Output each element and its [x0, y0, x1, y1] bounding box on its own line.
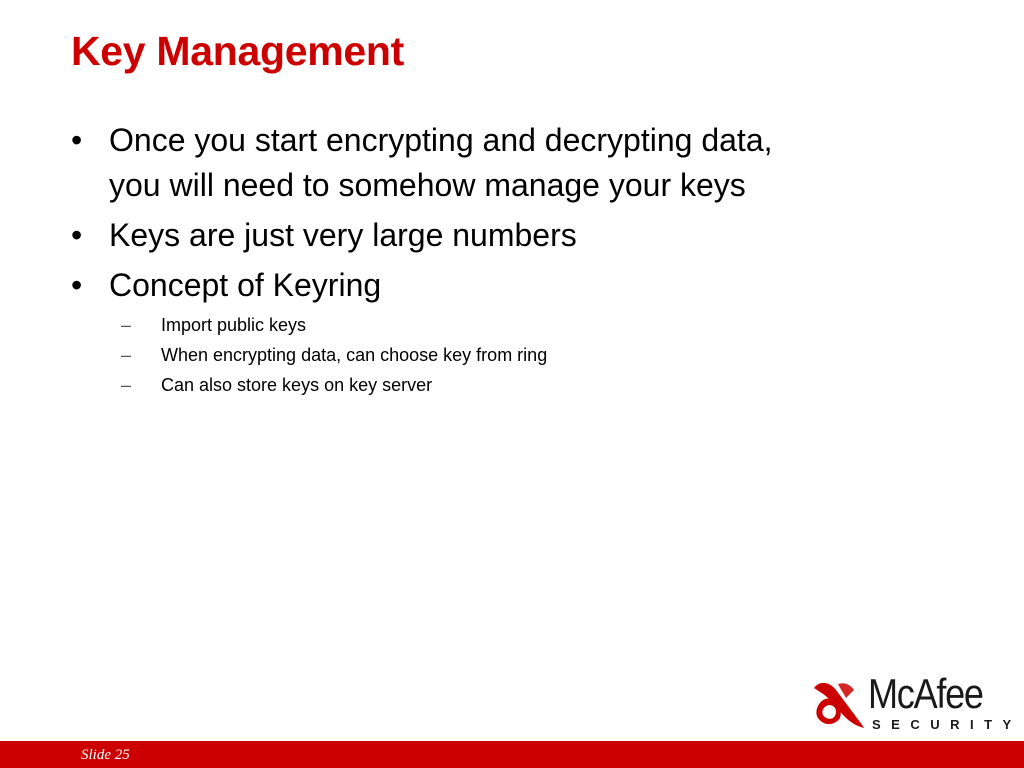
logo-tagline: SECURITY — [872, 717, 1022, 732]
slide-title: Key Management — [71, 28, 405, 74]
bullet-text: Concept of Keyring — [109, 267, 382, 303]
sub-bullet-text: Import public keys — [161, 315, 307, 335]
logo-wordmark: McAfee — [868, 670, 983, 717]
sub-bullet-item — [117, 340, 891, 370]
sub-bullet-item — [117, 310, 891, 340]
bullet-list — [71, 118, 891, 405]
sub-bullet-list — [117, 310, 891, 400]
sub-bullet-item — [117, 370, 891, 400]
sub-bullet-marker: – — [121, 315, 132, 335]
bullet-marker: • — [71, 217, 83, 253]
sub-bullet-text: Can also store keys on key server — [161, 375, 433, 395]
footer-bar — [0, 741, 1024, 768]
bullet-text: Keys are just very large numbers — [109, 217, 577, 253]
bullet-marker: • — [71, 267, 83, 303]
bullet-marker: • — [71, 122, 83, 158]
bullet-item — [71, 213, 891, 258]
bullet-text-line-1: Once you start encrypting and decrypting data, — [109, 122, 773, 158]
bullet-item — [71, 118, 891, 208]
mcafee-logo — [810, 670, 1022, 734]
mcafee-shield-icon — [810, 676, 866, 730]
bullet-item — [71, 263, 891, 400]
sub-bullet-marker: – — [121, 375, 132, 395]
bullet-text-line-2: you will need to somehow manage your keys — [109, 167, 746, 203]
sub-bullet-text: When encrypting data, can choose key from ring — [161, 345, 548, 365]
slide-number: Slide 25 — [81, 747, 130, 763]
sub-bullet-marker: – — [121, 345, 132, 365]
